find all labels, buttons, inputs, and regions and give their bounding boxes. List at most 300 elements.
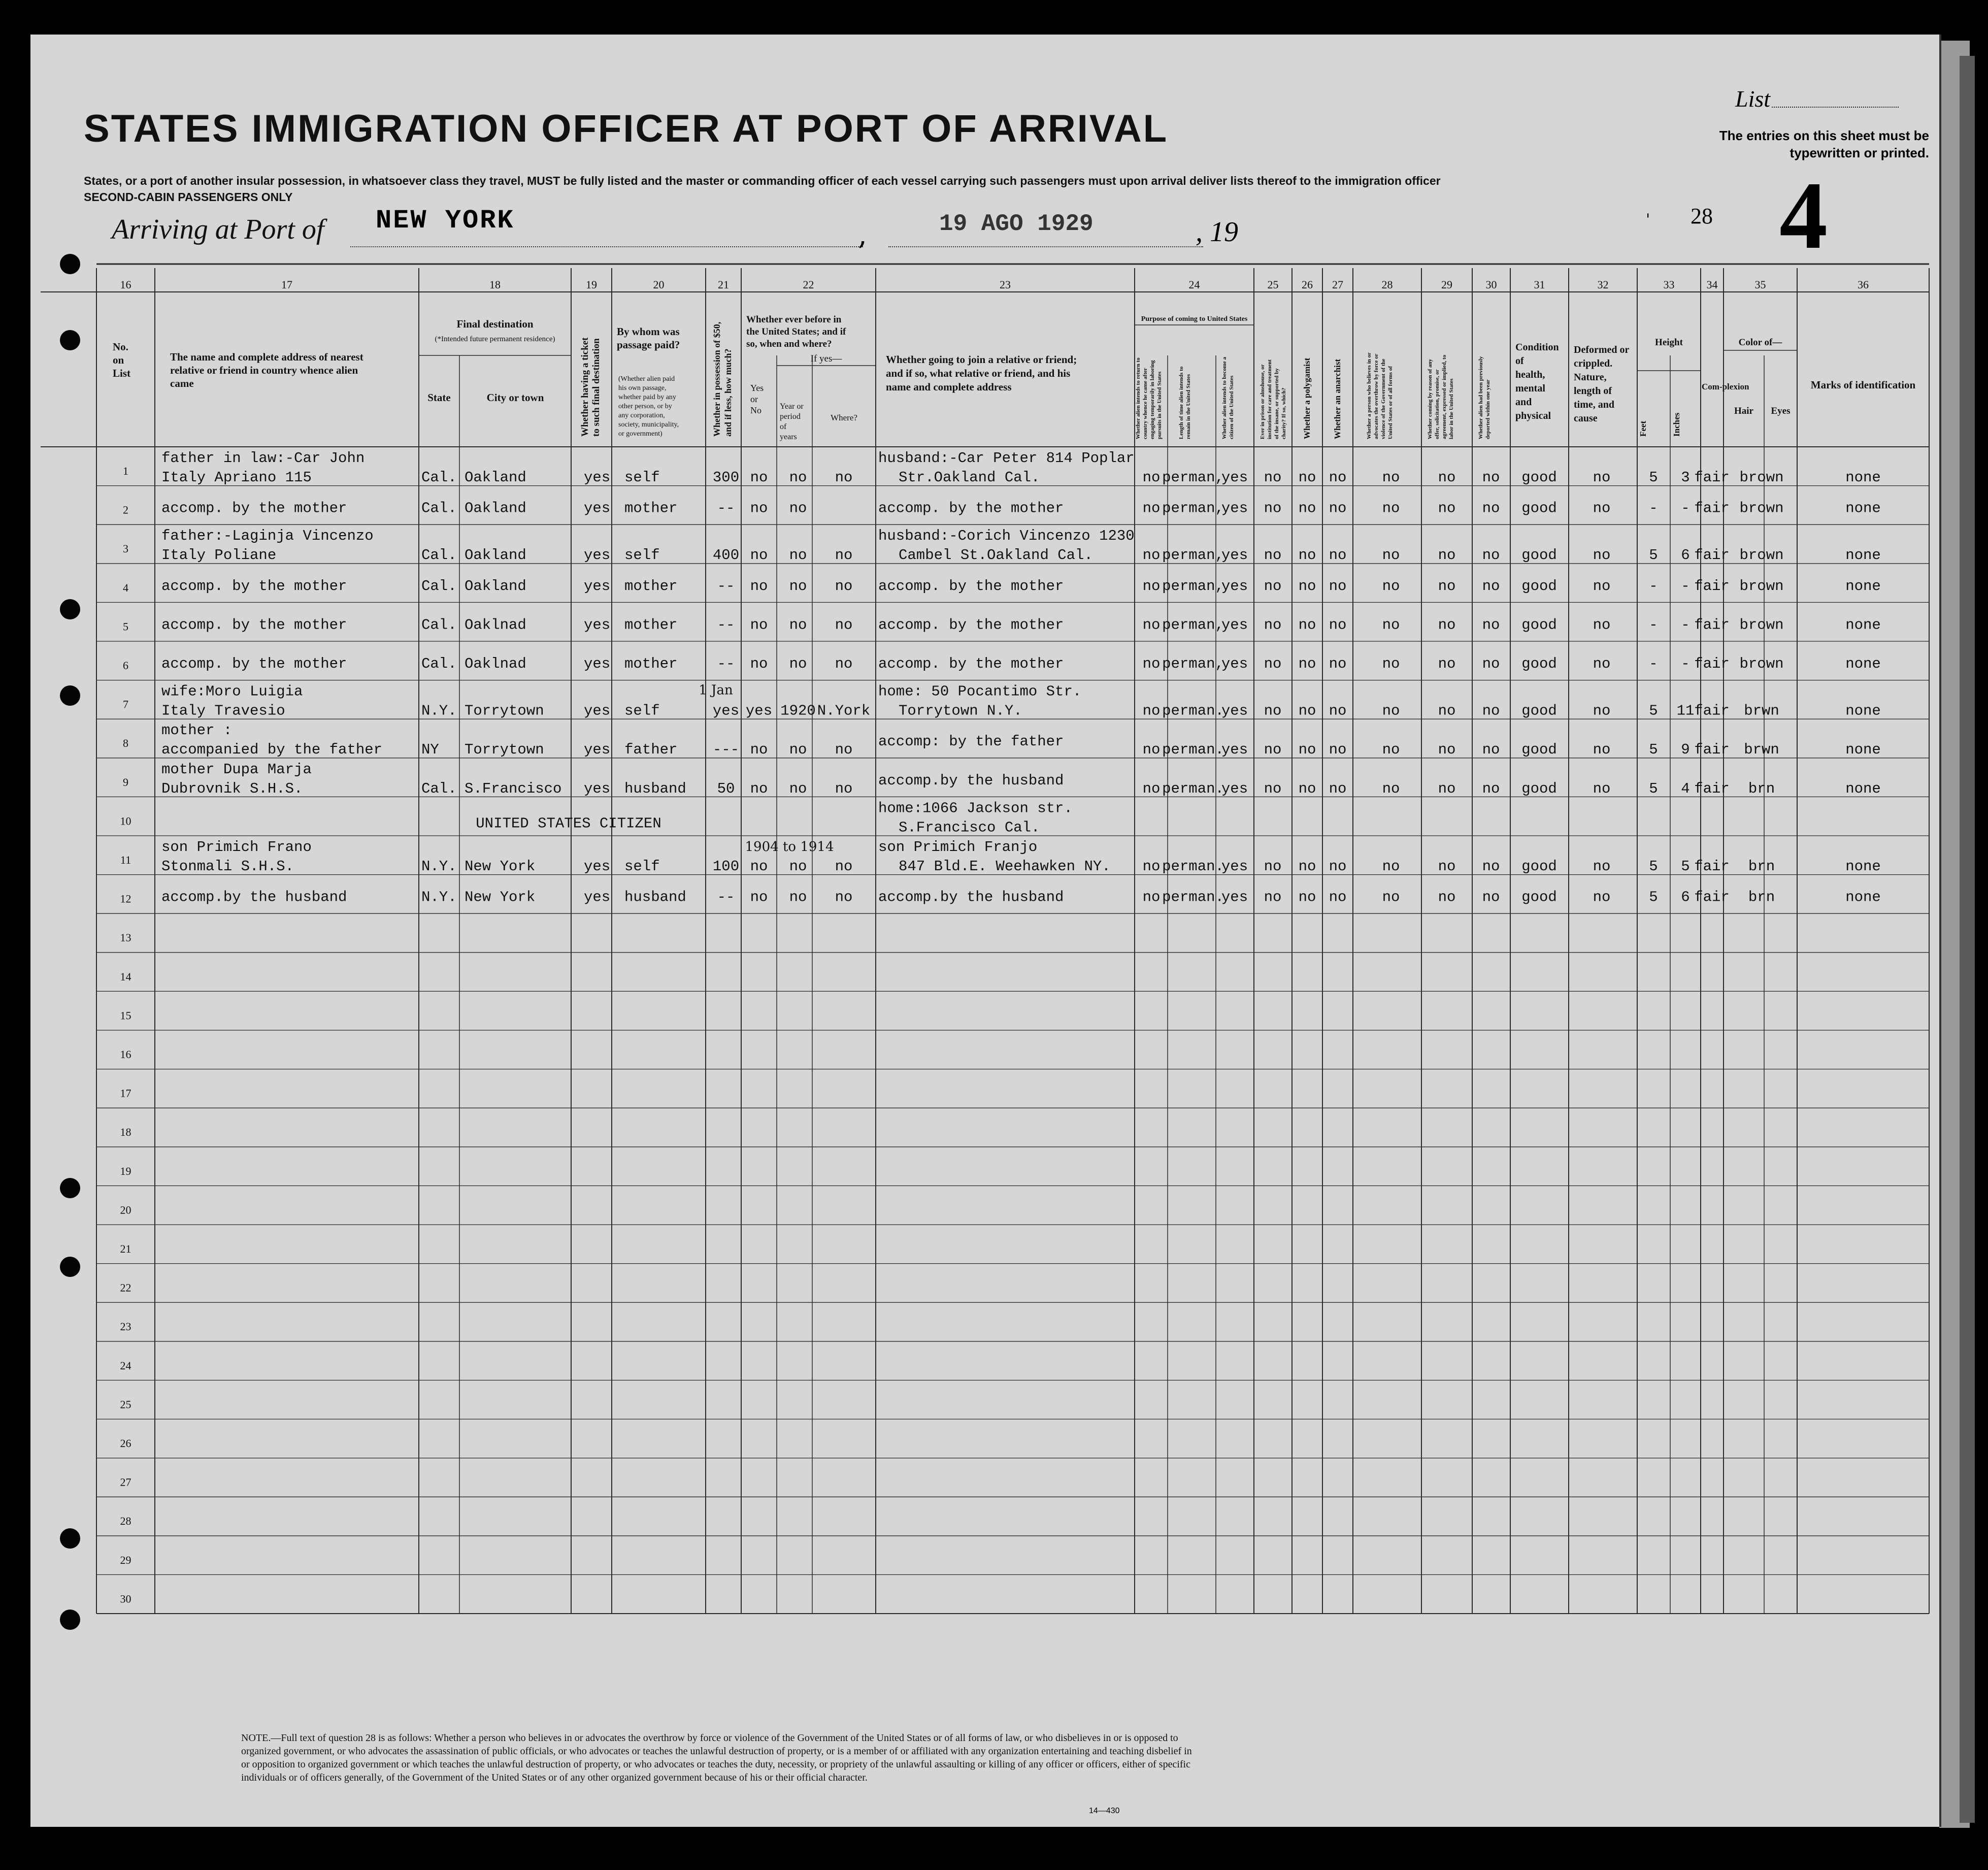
c25-value: no <box>1264 780 1282 797</box>
hair-color: brown <box>1739 616 1784 634</box>
header-c25: of the insane, or supported by <box>1274 368 1280 439</box>
deformed-value: no <box>1593 547 1611 564</box>
arriving-label: Arriving at Port of <box>112 214 324 245</box>
health-value: good <box>1521 655 1557 672</box>
identification-marks: none <box>1845 780 1881 797</box>
header-c31: Condition <box>1515 342 1559 353</box>
row-number: 21 <box>120 1242 131 1255</box>
header-c25: Ever in prison or almshouse, or <box>1260 364 1266 439</box>
ticket-value: yes <box>584 469 611 486</box>
before-year: no <box>789 741 807 759</box>
header-before-us: Whether ever before in <box>746 314 842 325</box>
instructions-text: States, or a port of another insular possession, in whatsoever class they travel, MUST be fully listed and the master or commanding officer of each vessel carrying such passengers must upon arrival deliver lists thereof to the immigration officer <box>84 174 1441 187</box>
header-joining: name and complete address <box>886 381 1012 393</box>
row-number: 8 <box>123 737 128 750</box>
c27-value: no <box>1329 858 1347 875</box>
before-where: no <box>835 889 853 906</box>
row-number: 4 <box>123 581 128 594</box>
c29-value: no <box>1438 889 1456 906</box>
c28-value: no <box>1382 780 1400 797</box>
hair-color: brown <box>1739 547 1784 564</box>
hair-color: brown <box>1739 500 1784 517</box>
header-c31: of <box>1515 355 1524 367</box>
health-value: good <box>1521 702 1557 719</box>
c29-value: no <box>1438 655 1456 672</box>
column-number: 32 <box>1597 278 1609 291</box>
joining-relative: home: 50 Pocantimo Str. <box>878 683 1082 700</box>
header-before-us: the United States; and if <box>746 326 846 337</box>
c28-value: no <box>1382 577 1400 595</box>
height-feet: 5 <box>1649 547 1658 564</box>
c27-value: no <box>1329 702 1347 719</box>
joining-address: Str.Oakland Cal. <box>899 469 1040 486</box>
ticket-value: yes <box>584 547 611 564</box>
height-inches: 9 <box>1681 741 1690 759</box>
header-passage-note: his own passage, <box>618 384 667 392</box>
row-number: 25 <box>120 1398 131 1411</box>
binder-hole <box>60 599 80 619</box>
column-number: 36 <box>1858 278 1869 291</box>
destination-city: Oakland <box>465 547 526 564</box>
c27-value: no <box>1329 547 1347 564</box>
header-c24a: country whence he came after <box>1142 368 1148 439</box>
binder-hole <box>60 685 80 706</box>
before-where: no <box>835 655 853 672</box>
c24b-value: perman, <box>1162 500 1224 517</box>
header-final-destination: Final destination <box>456 318 534 330</box>
destination-state: N.Y. <box>421 702 457 719</box>
header-passage-note: other person, or by <box>618 403 672 410</box>
joining-relative: home:1066 Jackson str. <box>878 800 1073 817</box>
c30-value: no <box>1482 780 1500 797</box>
row-number: 1 <box>123 465 128 477</box>
row-number: 28 <box>120 1515 131 1528</box>
height-inches: 3 <box>1681 469 1690 486</box>
c29-value: no <box>1438 741 1456 759</box>
c24a-value: no <box>1142 889 1161 906</box>
ticket-value: yes <box>584 577 611 595</box>
header-no-on-list: List <box>113 367 131 379</box>
footnote-question-28: NOTE.—Full text of question 28 is as follows: Whether a person who believes in or advocates the overthrow by force or violence of the Government of the United States or of all forms of law, or who disbelieves in or is opposed to organized government, or who advocates the assassination of public officials, or who advocates or teaches the unlawful destruction of property, or is a member of or affiliated with any organization entertaining and teaching disbelief in or opposition to organized government or which teaches the unlawful destruction of property, or who advocates or teaches the duty, necessity, or propriety of the unlawful assaulting or killing of any officer or officers, either of specific individuals or of officers generally, of the Government of the United States or of any other organized government because of his or their official character. <box>241 1732 1192 1783</box>
c24b-value: perman. <box>1162 889 1224 906</box>
c28-value: no <box>1382 616 1400 634</box>
c29-value: no <box>1438 577 1456 595</box>
header-city: City or town <box>486 391 544 404</box>
before-year: no <box>789 858 807 875</box>
joining-address: Cambel St.Oakland Cal. <box>899 547 1093 564</box>
joining-relative: accomp.by the husband <box>878 889 1064 906</box>
complexion-value: fair <box>1694 469 1730 486</box>
row-number: 16 <box>120 1048 131 1061</box>
entries-note: The entries on this sheet must be typewritten or printed. <box>1719 128 1929 160</box>
health-value: good <box>1521 858 1557 875</box>
column-number: 21 <box>718 278 729 291</box>
health-value: good <box>1521 577 1557 595</box>
header-passage-note: whether paid by any <box>618 393 676 401</box>
header-c24a: engaging temporarily in laboring <box>1149 360 1155 439</box>
relative-name: father in law:-Car John <box>161 450 365 467</box>
header-height: Height <box>1655 337 1683 348</box>
ticket-value: yes <box>584 780 611 797</box>
column-number: 16 <box>120 278 131 291</box>
binder-hole <box>60 1257 80 1277</box>
destination-city: Oakland <box>465 500 526 517</box>
c30-value: no <box>1482 889 1500 906</box>
deformed-value: no <box>1593 469 1611 486</box>
destination-city: S.Francisco <box>465 780 562 797</box>
header-complexion: Com-plexion <box>1702 382 1749 391</box>
destination-state: NY <box>421 741 439 759</box>
header-c28: Whether a person who believes in or <box>1366 352 1372 439</box>
money-value: -- <box>717 889 735 906</box>
column-number: 29 <box>1441 278 1452 291</box>
c24a-value: no <box>1142 500 1161 517</box>
header-yes-no: Yes <box>750 383 764 393</box>
row-number: 2 <box>123 503 128 516</box>
header-year-period: period <box>780 412 801 421</box>
ticket-value: yes <box>584 616 611 634</box>
c27-value: no <box>1329 780 1347 797</box>
money-value: -- <box>717 577 735 595</box>
height-feet: 5 <box>1649 469 1658 486</box>
joining-relative: accomp. by the mother <box>878 500 1064 517</box>
row-number: 3 <box>123 542 128 555</box>
header-ticket: Whether having a ticket <box>580 337 590 437</box>
header-c30: Whether alien had been previously <box>1478 356 1484 439</box>
c26-value: no <box>1298 655 1316 672</box>
identification-marks: none <box>1845 702 1881 719</box>
header-ticket-2: to such final destination <box>591 338 602 437</box>
passage-paid-by: father <box>624 741 678 759</box>
complexion-value: fair <box>1694 547 1730 564</box>
joining-address: S.Francisco Cal. <box>899 819 1040 836</box>
c24a-value: no <box>1142 577 1161 595</box>
relative-name: accomp. by the mother <box>161 500 347 517</box>
header-nearest-relative: The name and complete address of nearest <box>170 351 363 363</box>
identification-marks: none <box>1845 741 1881 759</box>
header-nearest-relative: relative or friend in country whence alien <box>170 364 358 376</box>
ticket-value: yes <box>584 741 611 759</box>
joining-address: Torrytown N.Y. <box>899 702 1022 719</box>
identification-marks: none <box>1845 577 1881 595</box>
joining-relative: accomp. by the mother <box>878 616 1064 634</box>
row-number: 9 <box>123 775 128 789</box>
c24b-value: perman. <box>1162 780 1224 797</box>
row-number: 6 <box>123 659 128 672</box>
row-number: 17 <box>120 1087 131 1100</box>
c28-value: no <box>1382 741 1400 759</box>
c29-value: no <box>1438 547 1456 564</box>
money-value: -- <box>717 500 735 517</box>
c25-value: no <box>1264 889 1282 906</box>
c27-value: no <box>1329 616 1347 634</box>
binder-hole <box>60 1178 80 1198</box>
identification-marks: none <box>1845 889 1881 906</box>
before-where: no <box>835 469 853 486</box>
height-feet: 5 <box>1649 889 1658 906</box>
health-value: good <box>1521 889 1557 906</box>
header-c24a: Whether alien intends to return to <box>1135 357 1141 439</box>
identification-marks: none <box>1845 858 1881 875</box>
port-value: NEW YORK <box>376 206 515 236</box>
row-number: 27 <box>120 1475 131 1489</box>
hair-color: brwn <box>1744 702 1779 719</box>
c24c-value: yes <box>1221 577 1248 595</box>
c29-value: no <box>1438 702 1456 719</box>
c26-value: no <box>1298 500 1316 517</box>
c24c-value: yes <box>1221 500 1248 517</box>
c25-value: no <box>1264 469 1282 486</box>
complexion-value: fair <box>1694 500 1730 517</box>
hair-color: brn <box>1748 889 1775 906</box>
health-value: good <box>1521 500 1557 517</box>
date-stamp: 19 AGO 1929 <box>939 211 1094 237</box>
destination-city: Oaklnad <box>465 655 526 672</box>
header-money: Whether in possession of $50, <box>712 321 722 437</box>
destination-city: Oakland <box>465 577 526 595</box>
sheet-number-big: 4 <box>1779 162 1828 269</box>
passage-paid-by: husband <box>624 889 686 906</box>
ticket-value: yes <box>584 655 611 672</box>
header-color-of: Color of— <box>1738 337 1782 348</box>
c25-value: no <box>1264 741 1282 759</box>
column-number: 26 <box>1302 278 1313 291</box>
c30-value: no <box>1482 469 1500 486</box>
destination-state: Cal. <box>421 616 457 634</box>
relative-name: accomp. by the mother <box>161 577 347 595</box>
before-yes-no: no <box>750 469 768 486</box>
height-inches: - <box>1681 577 1690 595</box>
complexion-value: fair <box>1694 577 1730 595</box>
relative-name: mother : <box>161 722 233 739</box>
binder-hole <box>60 330 80 350</box>
sheet-number-small: 28 <box>1691 204 1713 228</box>
header-where: Where? <box>831 413 857 422</box>
before-where: no <box>835 547 853 564</box>
row-number: 12 <box>120 892 131 905</box>
c24a-value: no <box>1142 616 1161 634</box>
c28-value: no <box>1382 655 1400 672</box>
header-final-destination-note: (*Intended future permanent residence) <box>435 335 555 343</box>
c26-value: no <box>1298 741 1316 759</box>
header-joining: and if so, what relative or friend, and his <box>886 367 1071 379</box>
c27-value: no <box>1329 500 1347 517</box>
joining-relative: husband:-Car Peter 814 Poplar <box>878 450 1135 467</box>
height-inches: 5 <box>1681 858 1690 875</box>
health-value: good <box>1521 741 1557 759</box>
c28-value: no <box>1382 889 1400 906</box>
header-c25: institution for care and treatment <box>1267 359 1273 439</box>
header-c32: Deformed or <box>1574 344 1630 355</box>
header-c29: agreement, expressed or implied, to <box>1441 354 1447 439</box>
before-yes-no: no <box>750 889 768 906</box>
header-c32: Nature, <box>1574 372 1607 383</box>
c24c-value: yes <box>1221 702 1248 719</box>
relative-name: accomp.by the husband <box>161 889 347 906</box>
row-number: 23 <box>120 1320 131 1333</box>
destination-city: Torrytown <box>465 702 544 719</box>
header-c31: physical <box>1515 410 1551 421</box>
before-where: no <box>835 858 853 875</box>
before-yes-no: no <box>750 741 768 759</box>
page-title: STATES IMMIGRATION OFFICER AT PORT OF ARRIVAL <box>84 107 1169 150</box>
row-number: 5 <box>123 620 128 633</box>
header-c29: Whether coming by reason of any <box>1427 358 1433 439</box>
header-c24b: remain in the United States <box>1185 374 1191 439</box>
port-comma: , <box>858 218 867 251</box>
header-year-period: of <box>780 422 787 431</box>
us-citizen-note: UNITED STATES CITIZEN <box>476 815 661 832</box>
before-yes-no: no <box>750 500 768 517</box>
c25-value: no <box>1264 547 1282 564</box>
row-number: 14 <box>120 970 131 983</box>
c25-value: no <box>1264 577 1282 595</box>
list-label: List <box>1735 86 1771 112</box>
c28-value: no <box>1382 702 1400 719</box>
before-year: no <box>789 780 807 797</box>
health-value: good <box>1521 469 1557 486</box>
header-eyes: Eyes <box>1771 406 1791 416</box>
before-year: no <box>789 547 807 564</box>
before-where: no <box>835 616 853 634</box>
header-c26: Whether a polygamist <box>1302 357 1312 439</box>
destination-state: Cal. <box>421 500 457 517</box>
passage-paid-by: self <box>624 702 660 719</box>
before-year: no <box>789 616 807 634</box>
before-yes-no: no <box>750 780 768 797</box>
height-feet: - <box>1649 577 1658 595</box>
column-number: 33 <box>1663 278 1675 291</box>
c24b-value: perman. <box>1162 858 1224 875</box>
destination-city: New York <box>465 889 536 906</box>
c25-value: no <box>1264 655 1282 672</box>
deformed-value: no <box>1593 741 1611 759</box>
c24c-value: yes <box>1221 547 1248 564</box>
deformed-value: no <box>1593 858 1611 875</box>
row-number: 18 <box>120 1126 131 1139</box>
row-number: 10 <box>120 814 131 828</box>
header-hair: Hair <box>1734 406 1753 416</box>
destination-state: N.Y. <box>421 858 457 875</box>
c24c-value: yes <box>1221 889 1248 906</box>
row-number: 11 <box>120 854 131 866</box>
c30-value: no <box>1482 655 1500 672</box>
passage-paid-by: mother <box>624 500 678 517</box>
c26-value: no <box>1298 577 1316 595</box>
header-c25: charity? If so, which? <box>1281 387 1287 439</box>
header-before-us: so, when and where? <box>746 339 832 349</box>
header-feet: Feet <box>1638 420 1648 437</box>
second-cabin-label: SECOND-CABIN PASSENGERS ONLY <box>84 190 293 204</box>
header-c24b: Length of time alien intends to <box>1178 366 1184 439</box>
money-value: 100 <box>712 858 740 875</box>
c30-value: no <box>1482 547 1500 564</box>
identification-marks: none <box>1845 469 1881 486</box>
year-suffix: , 19 <box>1196 216 1238 248</box>
passage-paid-by: husband <box>624 780 686 797</box>
header-c32: time, and <box>1574 399 1614 410</box>
destination-city: New York <box>465 858 536 875</box>
destination-city: Oaklnad <box>465 616 526 634</box>
c26-value: no <box>1298 616 1316 634</box>
header-c28: United States or of all forms of <box>1387 366 1394 439</box>
destination-state: Cal. <box>421 655 457 672</box>
height-inches: - <box>1681 655 1690 672</box>
destination-city: Oakland <box>465 469 526 486</box>
joining-relative: accomp. by the mother <box>878 577 1064 595</box>
money-value: yes <box>712 702 740 719</box>
header-no-on-list: on <box>113 354 124 366</box>
c30-value: no <box>1482 702 1500 719</box>
height-inches: 4 <box>1681 780 1690 797</box>
header-year-period: Year or <box>780 402 804 411</box>
c29-value: no <box>1438 500 1456 517</box>
c24a-value: no <box>1142 655 1161 672</box>
c24c-value: yes <box>1221 780 1248 797</box>
column-number: 28 <box>1381 278 1393 291</box>
header-passage-note: any corporation, <box>618 412 665 419</box>
header-yes-no: or <box>750 394 758 404</box>
destination-state: Cal. <box>421 547 457 564</box>
c25-value: no <box>1264 858 1282 875</box>
passage-paid-by: self <box>624 858 660 875</box>
height-feet: 5 <box>1649 741 1658 759</box>
column-number: 25 <box>1267 278 1279 291</box>
c30-value: no <box>1482 500 1500 517</box>
identification-marks: none <box>1845 655 1881 672</box>
column-number: 35 <box>1754 278 1766 291</box>
row-number: 15 <box>120 1009 131 1022</box>
destination-state: Cal. <box>421 469 457 486</box>
passage-paid-by: mother <box>624 577 678 595</box>
c24c-value: yes <box>1221 616 1248 634</box>
before-yes-no: yes <box>745 702 773 719</box>
joining-address: 847 Bld.E. Weehawken NY. <box>899 858 1111 875</box>
header-c24c: Whether alien intends to become a <box>1221 356 1228 439</box>
header-c29: labor in the United States <box>1448 378 1454 439</box>
height-feet: 5 <box>1649 858 1658 875</box>
c29-value: no <box>1438 616 1456 634</box>
c24a-value: no <box>1142 858 1161 875</box>
c24c-value: yes <box>1221 655 1248 672</box>
identification-marks: none <box>1845 547 1881 564</box>
deformed-value: no <box>1593 702 1611 719</box>
deformed-value: no <box>1593 500 1611 517</box>
relative-address: Italy Travesio <box>161 702 285 719</box>
relative-name: mother Dupa Marja <box>161 761 312 778</box>
tick-mark: ' <box>1646 211 1650 228</box>
hair-color: brwn <box>1744 741 1779 759</box>
before-yes-no: no <box>750 858 768 875</box>
c26-value: no <box>1298 889 1316 906</box>
header-c30: deported within one year <box>1485 379 1491 439</box>
destination-city: Torrytown <box>465 741 544 759</box>
before-year: no <box>789 889 807 906</box>
complexion-value: fair <box>1694 655 1730 672</box>
passage-paid-by: mother <box>624 655 678 672</box>
c24a-value: no <box>1142 547 1161 564</box>
header-c27: Whether an anarchist <box>1333 358 1342 439</box>
before-yes-no: no <box>750 655 768 672</box>
c28-value: no <box>1382 500 1400 517</box>
complexion-value: fair <box>1694 858 1730 875</box>
form-number: 14—430 <box>1089 1807 1120 1815</box>
hair-color: brn <box>1748 780 1775 797</box>
joining-relative: accomp. by the mother <box>878 655 1064 672</box>
height-inches: - <box>1681 500 1690 517</box>
c30-value: no <box>1482 741 1500 759</box>
binder-hole <box>60 254 80 274</box>
